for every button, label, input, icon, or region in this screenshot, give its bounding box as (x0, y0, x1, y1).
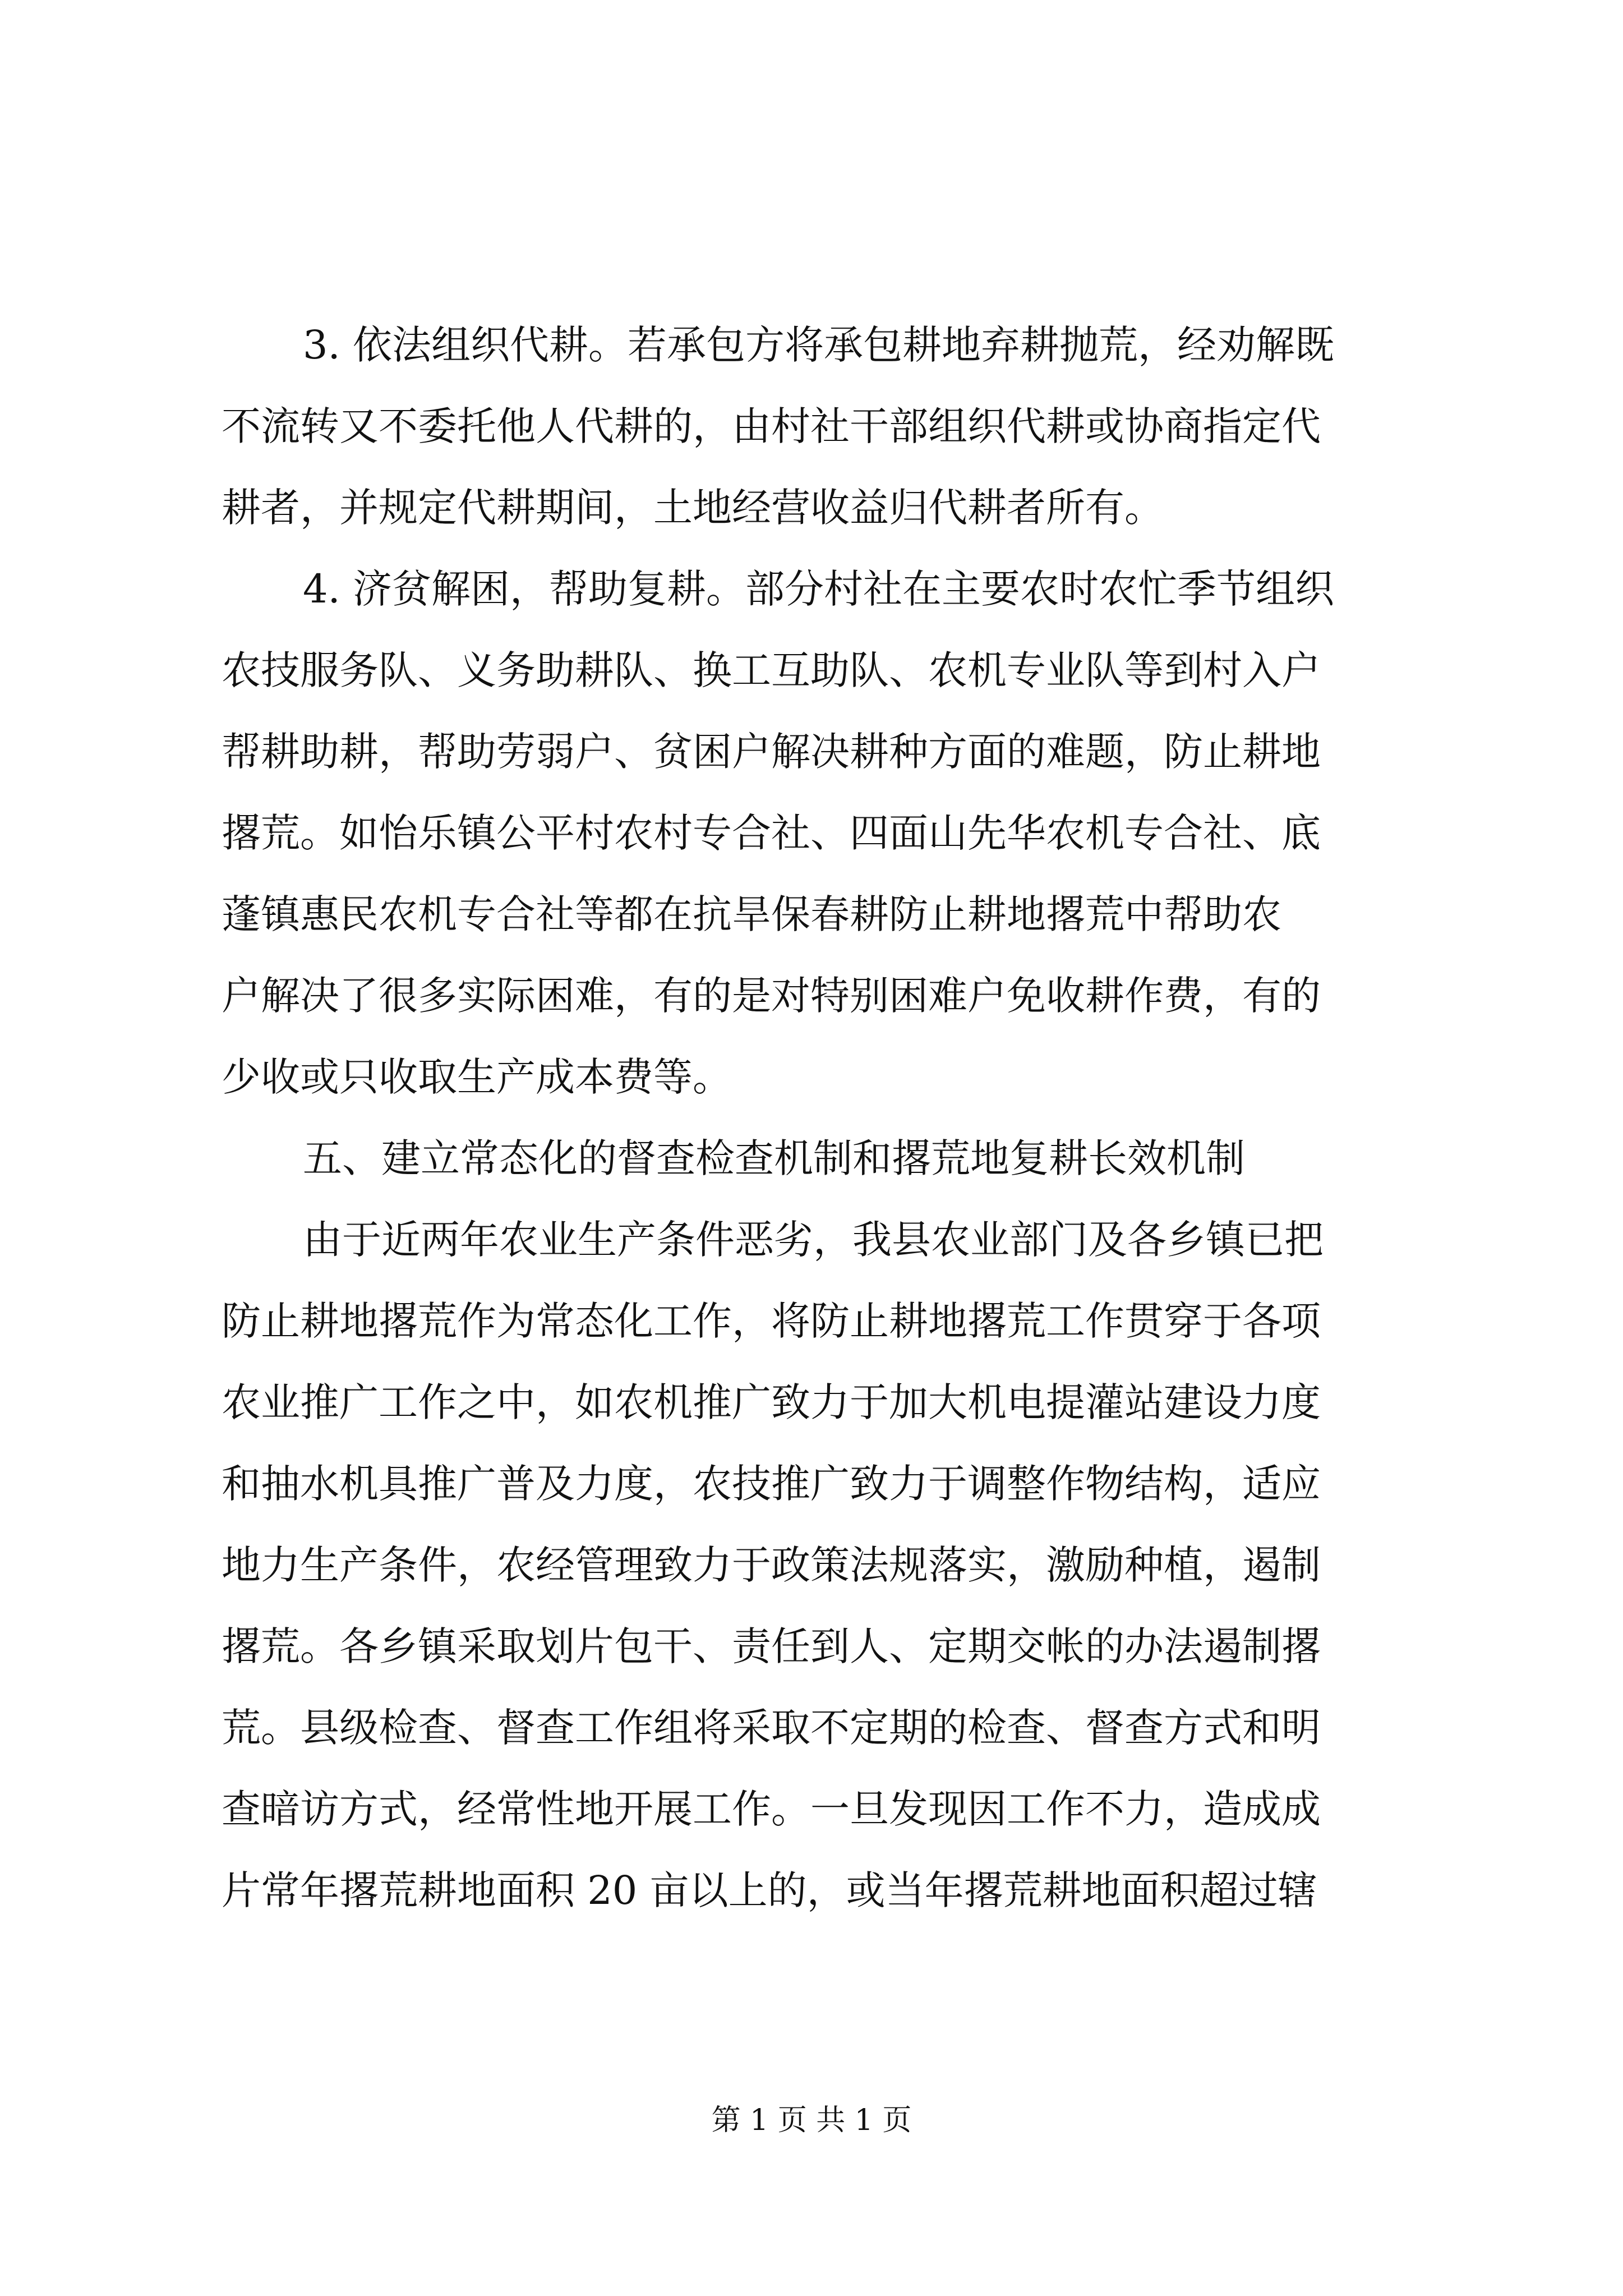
paragraph-5-line-1: 由于近两年农业生产条件恶劣，我县农业部门及各乡镇已把 (303, 1217, 1324, 1263)
paragraph-5-line-8: 查暗访方式，经常性地开展工作。一旦发现因工作不力，造成成 (222, 1786, 1321, 1832)
page-number-footer: 第 1 页 共 1 页 (711, 2104, 912, 2137)
paragraph-5-line-6: 撂荒。各乡镇采取划片包干、责任到人、定期交帐的办法遏制撂 (222, 1623, 1321, 1669)
paragraph-5-line-2: 防止耕地撂荒作为常态化工作，将防止耕地撂荒工作贯穿于各项 (222, 1298, 1321, 1344)
paragraph-4-line-2: 农技服务队、义务助耕队、换工互助队、农机专业队等到村入户 (222, 647, 1321, 693)
paragraph-5-line-7: 荒。县级检查、督查工作组将采取不定期的检查、督查方式和明 (222, 1705, 1321, 1751)
paragraph-3-line-2: 不流转又不委托他人代耕的，由村社干部组织代耕或协商指定代 (222, 403, 1321, 449)
paragraph-4-line-6: 户解决了很多实际困难，有的是对特别困难户免收耕作费，有的 (222, 973, 1321, 1019)
paragraph-4-line-5: 蓬镇惠民农机专合社等都在抗旱保春耕防止耕地撂荒中帮助农 (222, 891, 1281, 937)
paragraph-5-line-3: 农业推广工作之中，如农机推广致力于加大机电提灌站建设力度 (222, 1379, 1321, 1425)
section-heading-5: 五、建立常态化的督查检查机制和撂荒地复耕长效机制 (303, 1135, 1245, 1181)
paragraph-3-line-1: 3. 依法组织代耕。若承包方将承包耕地弃耕抛荒，经劝解既 (303, 322, 1335, 368)
paragraph-5-line-5: 地力生产条件，农经管理致力于政策法规落实，激励种植，遏制 (222, 1542, 1321, 1588)
paragraph-4-line-3: 帮耕助耕，帮助劳弱户、贫困户解决耕种方面的难题，防止耕地 (222, 729, 1321, 775)
paragraph-5-line-4: 和抽水机具推广普及力度，农技推广致力于调整作物结构，适应 (222, 1461, 1321, 1507)
paragraph-3-line-3: 耕者，并规定代耕期间，土地经营收益归代耕者所有。 (222, 485, 1164, 531)
paragraph-4-line-7: 少收或只收取生产成本费等。 (222, 1054, 732, 1100)
paragraph-4-line-1: 4. 济贫解困，帮助复耕。部分村社在主要农时农忙季节组织 (303, 566, 1335, 612)
paragraph-5-line-9: 片常年撂荒耕地面积 20 亩以上的，或当年撂荒耕地面积超过辖 (222, 1867, 1317, 1913)
paragraph-4-line-4: 撂荒。如怡乐镇公平村农村专合社、四面山先华农机专合社、底 (222, 810, 1321, 856)
